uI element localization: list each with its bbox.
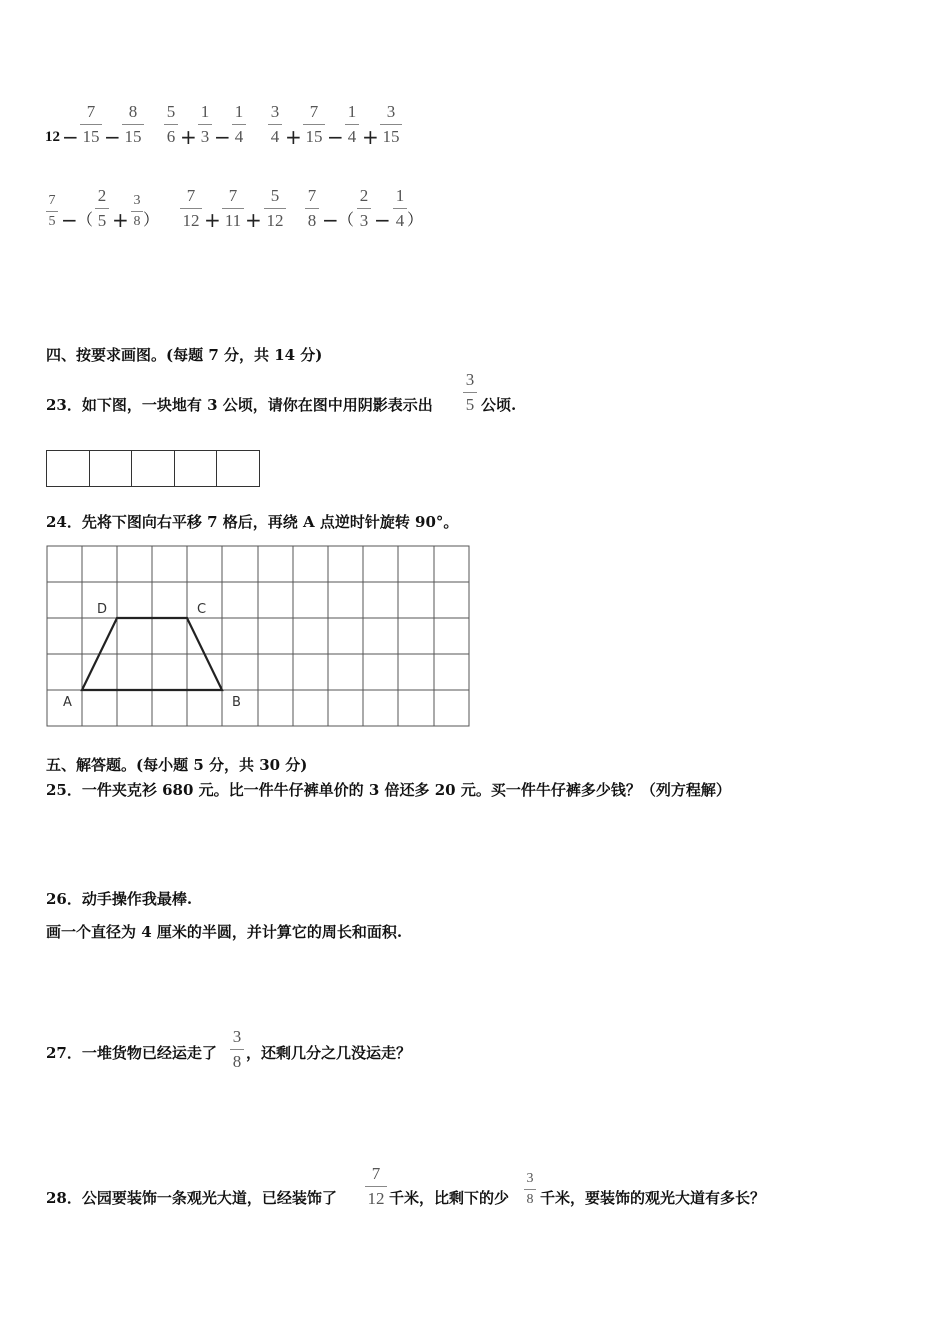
question-26-title: 26．动手操作我最棒. (46, 890, 193, 908)
plus-sign: + (180, 125, 197, 149)
fraction: 2 5 (95, 186, 109, 231)
question-27-text: 27．一堆货物已经运走了 (46, 1044, 217, 1062)
fraction: 3 15 (380, 102, 402, 147)
point-label-d: D (97, 602, 108, 617)
fraction: 7 15 (80, 102, 102, 147)
fraction: 5 6 (164, 102, 178, 147)
fraction: 7 5 (46, 193, 58, 230)
point-label-b: B (232, 695, 241, 710)
minus-sign: − (322, 208, 339, 232)
question-26-body: 画一个直径为 4 厘米的半圆，并计算它的周长和面积. (46, 923, 403, 941)
fraction: 3 5 (463, 370, 477, 415)
point-label-a: A (63, 695, 72, 710)
land-part[interactable] (217, 451, 259, 486)
fraction: 3 8 (524, 1171, 536, 1208)
section-5-heading: 五、解答题。(每小题 5 分，共 30 分) (46, 756, 308, 774)
question-25-text: 25．一件夹克衫 680 元。比一件牛仔裤单价的 3 倍还多 20 元。买一件牛仔裤多少钱？（列方程解） (46, 781, 731, 799)
fraction: 7 12 (365, 1164, 387, 1209)
fraction: 3 8 (131, 193, 143, 230)
question-28-text-end: 千米，要装饰的观光大道有多长？ (540, 1189, 766, 1207)
land-part[interactable] (47, 451, 90, 486)
fraction: 8 15 (122, 102, 144, 147)
plus-sign: + (245, 208, 262, 232)
right-paren: ） (407, 210, 424, 229)
question-28-text: 28．公园要装饰一条观光大道，已经装饰了 (46, 1189, 337, 1207)
question-23-unit: 公顷. (481, 396, 517, 414)
fraction: 1 4 (232, 102, 246, 147)
plus-sign: + (362, 125, 379, 149)
left-paren: （ (77, 210, 94, 229)
fraction: 7 15 (303, 102, 325, 147)
fraction: 2 3 (357, 186, 371, 231)
left-paren: （ (338, 210, 355, 229)
plus-sign: + (204, 208, 221, 232)
fraction: 3 4 (268, 102, 282, 147)
fraction: 1 4 (345, 102, 359, 147)
minus-sign: − (214, 125, 231, 149)
plus-sign: + (285, 125, 302, 149)
lead-number: 12 (45, 129, 60, 145)
fraction: 7 8 (305, 186, 319, 231)
question-24-text: 24．先将下图向右平移 7 格后，再绕 A 点逆时针旋转 90°。 (46, 513, 459, 531)
fraction: 1 4 (393, 186, 407, 231)
fraction: 5 12 (264, 186, 286, 231)
minus-sign: − (61, 208, 78, 232)
question-27-text-end: ，还剩几分之几没运走？ (246, 1044, 412, 1062)
minus-sign: − (104, 125, 121, 149)
land-part[interactable] (90, 451, 133, 486)
question-23-text: 23．如下图，一块地有 3 公顷，请你在图中用阴影表示出 (46, 396, 433, 414)
fraction: 3 8 (230, 1027, 244, 1072)
plus-sign: + (112, 208, 129, 232)
right-paren: ） (143, 210, 160, 229)
land-part[interactable] (132, 451, 175, 486)
fraction: 1 3 (198, 102, 212, 147)
minus-sign: − (62, 125, 79, 149)
fraction: 7 11 (222, 186, 244, 231)
minus-sign: − (327, 125, 344, 149)
section-4-heading: 四、按要求画图。(每题 7 分，共 14 分) (46, 346, 323, 364)
minus-sign: − (374, 208, 391, 232)
question-28-text-mid: 千米，比剩下的少 (389, 1189, 510, 1207)
land-part[interactable] (175, 451, 218, 486)
trapezoid-grid[interactable] (46, 545, 472, 729)
point-label-c: C (197, 602, 207, 617)
land-strip-five-parts[interactable] (46, 450, 260, 487)
fraction: 7 12 (180, 186, 202, 231)
